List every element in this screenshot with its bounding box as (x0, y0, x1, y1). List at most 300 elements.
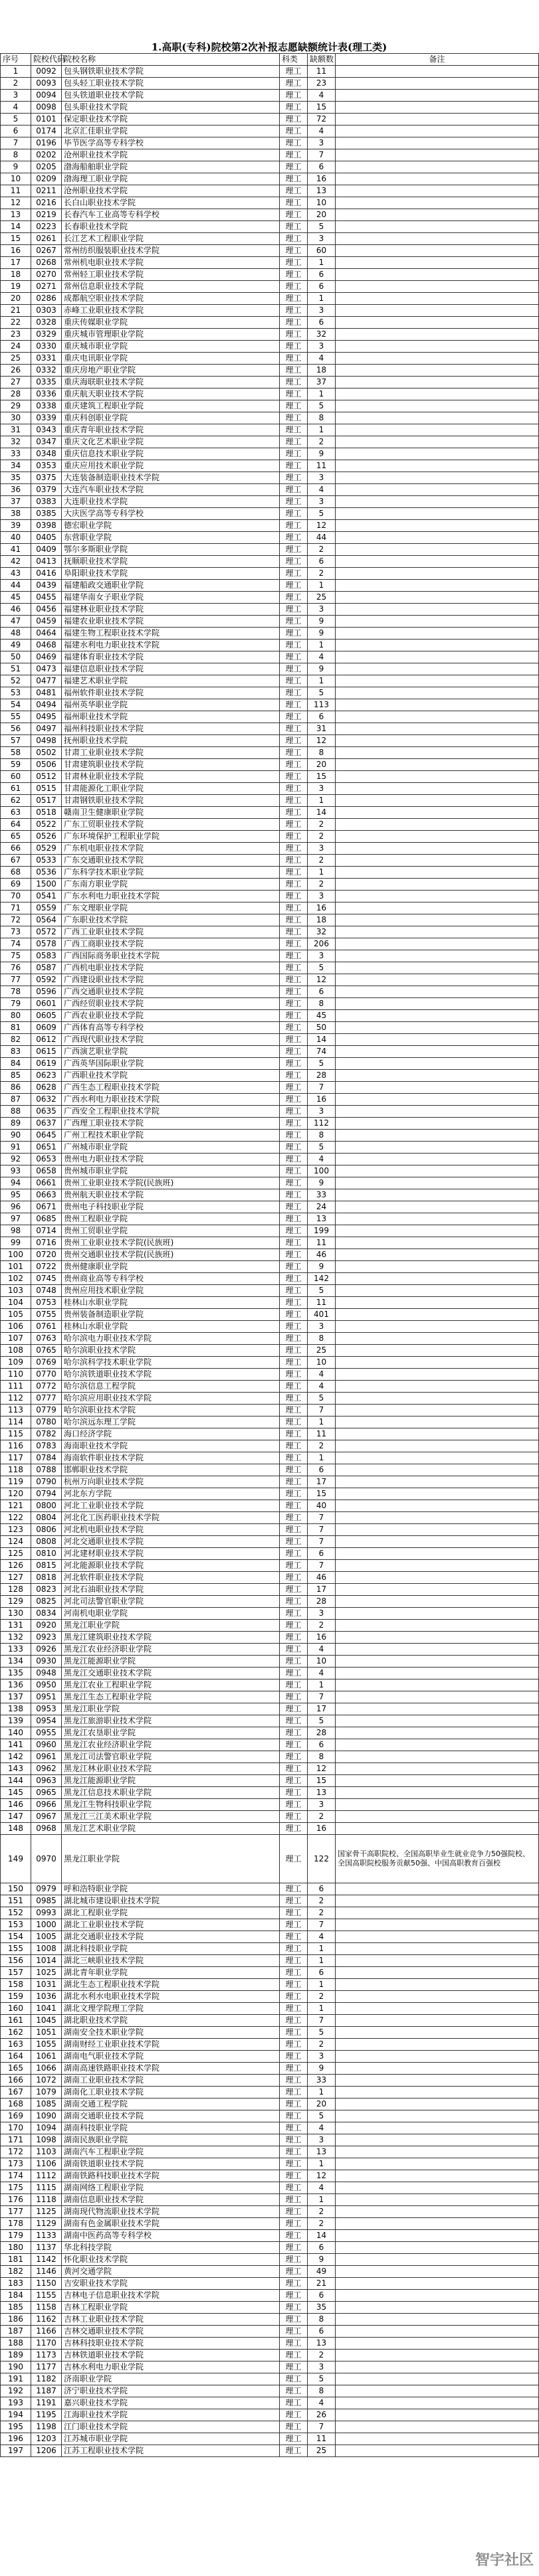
cell-vacancy: 16 (308, 1094, 336, 1106)
cell-code: 0405 (31, 532, 62, 544)
cell-vacancy: 11 (308, 1428, 336, 1440)
cell-category: 理工 (280, 161, 308, 173)
cell-name: 湖北三峡职业技术学院 (62, 1955, 280, 1967)
cell-vacancy: 20 (308, 209, 336, 221)
table-row (1, 1417, 539, 1428)
cell-vacancy: 32 (308, 926, 336, 938)
table-row (1, 2146, 539, 2158)
cell-remark (336, 1177, 539, 1189)
cell-code: 0353 (31, 460, 62, 472)
cell-category: 理工 (280, 2290, 308, 2302)
cell-remark (336, 257, 539, 269)
table-row (1, 2087, 539, 2099)
cell-name: 长春汽车工业高等专科学校 (62, 209, 280, 221)
cell-remark (336, 2421, 539, 2433)
cell-code: 0948 (31, 1668, 62, 1679)
cell-name: 嘉兴职业技术学院 (62, 2397, 280, 2409)
cell-remark (336, 1560, 539, 1572)
cell-name: 保定职业技术学院 (62, 114, 280, 126)
cell-category: 理工 (280, 484, 308, 496)
cell-remark (336, 1285, 539, 1297)
cell-vacancy: 11 (308, 66, 336, 78)
cell-remark (336, 1488, 539, 1500)
cell-category: 理工 (280, 1727, 308, 1739)
table-row (1, 1668, 539, 1679)
table-row (1, 1715, 539, 1727)
cell-remark (336, 1201, 539, 1213)
cell-code: 1005 (31, 1931, 62, 1943)
cell-remark (336, 532, 539, 544)
cell-remark (336, 365, 539, 377)
cell-name: 吉林交通职业技术学院 (62, 2326, 280, 2338)
cell-category: 理工 (280, 1620, 308, 1632)
table-row (1, 1560, 539, 1572)
table-row (1, 831, 539, 843)
cell-remark (336, 795, 539, 807)
cell-code: 0632 (31, 1094, 62, 1106)
table-row (1, 879, 539, 891)
cell-no: 177 (1, 2206, 31, 2218)
table-row (1, 1536, 539, 1548)
cell-vacancy: 8 (308, 412, 336, 424)
cell-name: 广西水利电力职业技术学院 (62, 1094, 280, 1106)
cell-vacancy: 113 (308, 699, 336, 711)
cell-code: 0481 (31, 687, 62, 699)
table-row (1, 209, 539, 221)
table-row (1, 1201, 539, 1213)
cell-remark (336, 269, 539, 281)
cell-remark (336, 2039, 539, 2051)
cell-no: 185 (1, 2302, 31, 2314)
cell-name: 湖北城市建设职业技术学院 (62, 1895, 280, 1907)
cell-vacancy: 32 (308, 329, 336, 341)
table-row (1, 1524, 539, 1536)
cell-category: 理工 (280, 1381, 308, 1393)
cell-vacancy: 6 (308, 2290, 336, 2302)
cell-code: 0753 (31, 1297, 62, 1309)
cell-category: 理工 (280, 1787, 308, 1799)
cell-no: 184 (1, 2290, 31, 2302)
cell-no: 116 (1, 1440, 31, 1452)
cell-vacancy: 25 (308, 1345, 336, 1357)
cell-category: 理工 (280, 2242, 308, 2254)
cell-vacancy: 7 (308, 1405, 336, 1417)
cell-category: 理工 (280, 472, 308, 484)
cell-category: 理工 (280, 1034, 308, 1046)
cell-category: 理工 (280, 1285, 308, 1297)
cell-category: 理工 (280, 926, 308, 938)
cell-code: 0755 (31, 1309, 62, 1321)
cell-vacancy: 8 (308, 2314, 336, 2326)
table-row (1, 377, 539, 388)
table-row (1, 616, 539, 628)
table-row (1, 2445, 539, 2457)
cell-code: 0714 (31, 1225, 62, 1237)
cell-name: 桂林山水职业学院 (62, 1297, 280, 1309)
cell-category: 理工 (280, 568, 308, 580)
cell-category: 理工 (280, 2122, 308, 2134)
cell-name: 湖南化工职业技术学院 (62, 2087, 280, 2099)
cell-name: 湖北科技职业学院 (62, 1943, 280, 1955)
cell-remark (336, 1333, 539, 1345)
cell-vacancy: 4 (308, 1668, 336, 1679)
cell-code: 0329 (31, 329, 62, 341)
table-row (1, 2110, 539, 2122)
cell-category: 理工 (280, 66, 308, 78)
cell-vacancy: 9 (308, 1261, 336, 1273)
cell-name: 黑龙江能源职业学院 (62, 1775, 280, 1787)
cell-vacancy: 4 (308, 1381, 336, 1393)
table-row (1, 1249, 539, 1261)
table-row (1, 78, 539, 90)
cell-name: 广西职业技术学院 (62, 1070, 280, 1082)
cell-remark (336, 1034, 539, 1046)
cell-vacancy: 9 (308, 2063, 336, 2075)
cell-remark (336, 986, 539, 998)
cell-remark (336, 675, 539, 687)
cell-no: 155 (1, 1943, 31, 1955)
cell-name: 重庆文化艺术职业学院 (62, 436, 280, 448)
cell-name: 福建水利电力职业技术学院 (62, 640, 280, 651)
cell-remark (336, 1165, 539, 1177)
cell-remark (336, 1883, 539, 1895)
cell-remark (336, 592, 539, 604)
cell-no: 122 (1, 1512, 31, 1524)
cell-no: 83 (1, 1046, 31, 1058)
cell-vacancy: 16 (308, 1823, 336, 1835)
cell-category: 理工 (280, 2361, 308, 2373)
cell-category: 理工 (280, 78, 308, 90)
cell-remark (336, 651, 539, 663)
cell-remark (336, 687, 539, 699)
table-row (1, 66, 539, 78)
cell-vacancy: 8 (308, 1751, 336, 1763)
table-row (1, 1273, 539, 1285)
cell-remark (336, 831, 539, 843)
cell-code: 0587 (31, 962, 62, 974)
table-row (1, 1237, 539, 1249)
table-row (1, 1369, 539, 1381)
cell-code: 1106 (31, 2158, 62, 2170)
table-row (1, 938, 539, 950)
cell-no: 71 (1, 902, 31, 914)
cell-code: 0818 (31, 1572, 62, 1584)
cell-vacancy: 7 (308, 1536, 336, 1548)
cell-no: 27 (1, 377, 31, 388)
cell-remark (336, 1584, 539, 1596)
cell-no: 97 (1, 1213, 31, 1225)
cell-name: 广州工程技术职业学院 (62, 1130, 280, 1142)
cell-remark (336, 1189, 539, 1201)
cell-remark (336, 2266, 539, 2278)
cell-category: 理工 (280, 1249, 308, 1261)
table-row (1, 1405, 539, 1417)
cell-no: 118 (1, 1464, 31, 1476)
cell-name: 湖南高速铁路职业技术学院 (62, 2063, 280, 2075)
cell-remark (336, 1309, 539, 1321)
cell-category: 理工 (280, 855, 308, 867)
cell-vacancy: 28 (308, 1727, 336, 1739)
cell-category: 理工 (280, 1895, 308, 1907)
cell-vacancy: 7 (308, 2421, 336, 2433)
cell-vacancy: 15 (308, 102, 336, 114)
cell-no: 52 (1, 675, 31, 687)
cell-vacancy: 7 (308, 1691, 336, 1703)
cell-remark (336, 293, 539, 305)
cell-name: 湖南安全技术职业学院 (62, 2027, 280, 2039)
cell-remark (336, 317, 539, 329)
cell-remark (336, 1811, 539, 1823)
cell-remark (336, 1106, 539, 1118)
cell-no: 100 (1, 1249, 31, 1261)
cell-code: 0800 (31, 1500, 62, 1512)
table-row (1, 1895, 539, 1907)
cell-remark (336, 2361, 539, 2373)
cell-no: 109 (1, 1357, 31, 1369)
cell-no: 142 (1, 1751, 31, 1763)
cell-category: 理工 (280, 1775, 308, 1787)
cell-name: 黑龙江职业学院 (62, 1703, 280, 1715)
cell-vacancy: 31 (308, 723, 336, 735)
cell-code: 0685 (31, 1213, 62, 1225)
table-row (1, 1500, 539, 1512)
cell-vacancy: 8 (308, 1130, 336, 1142)
cell-category: 理工 (280, 1572, 308, 1584)
cell-code: 0963 (31, 1775, 62, 1787)
cell-code: 0526 (31, 831, 62, 843)
table-row (1, 1154, 539, 1165)
cell-category: 理工 (280, 2051, 308, 2063)
cell-name: 吉安职业技术学院 (62, 2278, 280, 2290)
cell-category: 理工 (280, 879, 308, 891)
cell-no: 69 (1, 879, 31, 891)
cell-name: 湖南电气职业技术学院 (62, 2051, 280, 2063)
cell-code: 0985 (31, 1895, 62, 1907)
cell-no: 191 (1, 2373, 31, 2385)
cell-vacancy: 13 (308, 185, 336, 197)
cell-code: 0770 (31, 1369, 62, 1381)
cell-category: 理工 (280, 2063, 308, 2075)
cell-code: 0663 (31, 1189, 62, 1201)
cell-vacancy: 45 (308, 1010, 336, 1022)
cell-code: 0518 (31, 807, 62, 819)
cell-vacancy: 3 (308, 2051, 336, 2063)
cell-remark (336, 1895, 539, 1907)
table-row (1, 1321, 539, 1333)
table-row (1, 1345, 539, 1357)
table-row (1, 388, 539, 400)
cell-category: 理工 (280, 520, 308, 532)
cell-vacancy: 112 (308, 1118, 336, 1130)
cell-no: 183 (1, 2278, 31, 2290)
cell-no: 39 (1, 520, 31, 532)
cell-vacancy: 1 (308, 867, 336, 879)
cell-code: 0765 (31, 1345, 62, 1357)
cell-no: 139 (1, 1715, 31, 1727)
cell-no: 108 (1, 1345, 31, 1357)
cell-name: 重庆科创职业学院 (62, 412, 280, 424)
cell-no: 168 (1, 2099, 31, 2110)
table-row (1, 1082, 539, 1094)
table-row (1, 1656, 539, 1668)
table-row (1, 2421, 539, 2433)
cell-code: 0343 (31, 424, 62, 436)
cell-no: 176 (1, 2194, 31, 2206)
cell-no: 4 (1, 102, 31, 114)
cell-category: 理工 (280, 1608, 308, 1620)
cell-code: 0469 (31, 651, 62, 663)
cell-name: 湖北职业技术学院 (62, 2015, 280, 2027)
cell-code: 1173 (31, 2350, 62, 2361)
cell-name: 广西英华国际职业学院 (62, 1058, 280, 1070)
cell-code: 0515 (31, 783, 62, 795)
cell-no: 187 (1, 2326, 31, 2338)
cell-remark (336, 1572, 539, 1584)
table-row (1, 747, 539, 759)
cell-category: 理工 (280, 1644, 308, 1656)
table-row (1, 2122, 539, 2134)
cell-no: 77 (1, 974, 31, 986)
cell-category: 理工 (280, 102, 308, 114)
cell-name: 湖南现代物流职业技术学院 (62, 2206, 280, 2218)
cell-category: 理工 (280, 496, 308, 508)
cell-name: 赣南卫生健康职业学院 (62, 807, 280, 819)
cell-vacancy: 26 (308, 2409, 336, 2421)
cell-remark (336, 1943, 539, 1955)
cell-remark (336, 233, 539, 245)
cell-code: 1000 (31, 1919, 62, 1931)
cell-vacancy: 14 (308, 2230, 336, 2242)
table-row (1, 233, 539, 245)
cell-vacancy: 15 (308, 771, 336, 783)
cell-code: 0637 (31, 1118, 62, 1130)
cell-vacancy: 3 (308, 843, 336, 855)
cell-name: 贵州工业职业技术学院(民族班) (62, 1237, 280, 1249)
cell-remark (336, 388, 539, 400)
cell-name: 湖北文理学院理工学院 (62, 2003, 280, 2015)
cell-remark (336, 1632, 539, 1644)
cell-vacancy: 7 (308, 149, 336, 161)
cell-code: 0596 (31, 986, 62, 998)
cell-code: 0790 (31, 1476, 62, 1488)
cell-category: 理工 (280, 592, 308, 604)
cell-no: 30 (1, 412, 31, 424)
cell-name: 重庆青年职业技术学院 (62, 424, 280, 436)
cell-category: 理工 (280, 1691, 308, 1703)
cell-remark (336, 1381, 539, 1393)
cell-remark (336, 1154, 539, 1165)
cell-remark (336, 1249, 539, 1261)
cell-name: 邯郸职业技术学院 (62, 1464, 280, 1476)
table-row (1, 1823, 539, 1835)
cell-code: 1061 (31, 2051, 62, 2063)
cell-name: 福建艺术职业学院 (62, 675, 280, 687)
cell-category: 理工 (280, 616, 308, 628)
cell-remark (336, 1739, 539, 1751)
cell-remark (336, 197, 539, 209)
cell-no: 50 (1, 651, 31, 663)
table-row (1, 1357, 539, 1369)
cell-category: 理工 (280, 1357, 308, 1369)
cell-vacancy: 12 (308, 2170, 336, 2182)
cell-remark (336, 137, 539, 149)
cell-remark (336, 1775, 539, 1787)
cell-no: 84 (1, 1058, 31, 1070)
table-row (1, 460, 539, 472)
table-row (1, 448, 539, 460)
cell-vacancy: 206 (308, 938, 336, 950)
cell-remark (336, 2146, 539, 2158)
cell-no: 7 (1, 137, 31, 149)
cell-code: 0541 (31, 891, 62, 902)
cell-name: 广东文理职业学院 (62, 902, 280, 914)
cell-vacancy: 5 (308, 2373, 336, 2385)
cell-name: 湖北水利水电职业技术学院 (62, 1991, 280, 2003)
cell-remark (336, 723, 539, 735)
cell-remark (336, 281, 539, 293)
table-row (1, 1835, 539, 1883)
cell-remark (336, 663, 539, 675)
cell-category: 理工 (280, 1476, 308, 1488)
cell-no: 56 (1, 723, 31, 735)
table-row (1, 1177, 539, 1189)
cell-remark (336, 305, 539, 317)
cell-name: 湖北工程职业学院 (62, 1907, 280, 1919)
cell-name: 重庆城市管理职业学院 (62, 329, 280, 341)
cell-name: 江苏城市职业学院 (62, 2433, 280, 2445)
cell-vacancy: 3 (308, 950, 336, 962)
cell-no: 62 (1, 795, 31, 807)
table-row (1, 1727, 539, 1739)
cell-vacancy: 23 (308, 78, 336, 90)
cell-remark (336, 508, 539, 520)
cell-remark (336, 568, 539, 580)
cell-remark (336, 221, 539, 233)
cell-code: 0920 (31, 1620, 62, 1632)
table-row (1, 126, 539, 137)
cell-vacancy: 40 (308, 1500, 336, 1512)
cell-remark (336, 1094, 539, 1106)
cell-vacancy: 49 (308, 2266, 336, 2278)
cell-no: 33 (1, 448, 31, 460)
cell-name: 长白山职业技术学院 (62, 197, 280, 209)
cell-vacancy: 3 (308, 2361, 336, 2373)
cell-category: 理工 (280, 1393, 308, 1405)
cell-name: 广西工商职业技术学院 (62, 938, 280, 950)
cell-vacancy: 3 (308, 496, 336, 508)
cell-code: 1198 (31, 2421, 62, 2433)
cell-category: 理工 (280, 1823, 308, 1835)
cell-category: 理工 (280, 412, 308, 424)
table-row (1, 197, 539, 209)
table-row (1, 1596, 539, 1608)
cell-code: 1118 (31, 2194, 62, 2206)
cell-no: 2 (1, 78, 31, 90)
cell-name: 湖南网络工程职业学院 (62, 2182, 280, 2194)
cell-code: 0455 (31, 592, 62, 604)
cell-vacancy: 9 (308, 448, 336, 460)
cell-remark (336, 1082, 539, 1094)
cell-code: 0223 (31, 221, 62, 233)
cell-category: 理工 (280, 1201, 308, 1213)
cell-remark (336, 819, 539, 831)
cell-name: 黑龙江交通职业技术学院 (62, 1668, 280, 1679)
table-row (1, 1548, 539, 1560)
cell-category: 理工 (280, 353, 308, 365)
cell-code: 0439 (31, 580, 62, 592)
cell-name: 广西建设职业技术学院 (62, 974, 280, 986)
cell-remark (336, 90, 539, 102)
